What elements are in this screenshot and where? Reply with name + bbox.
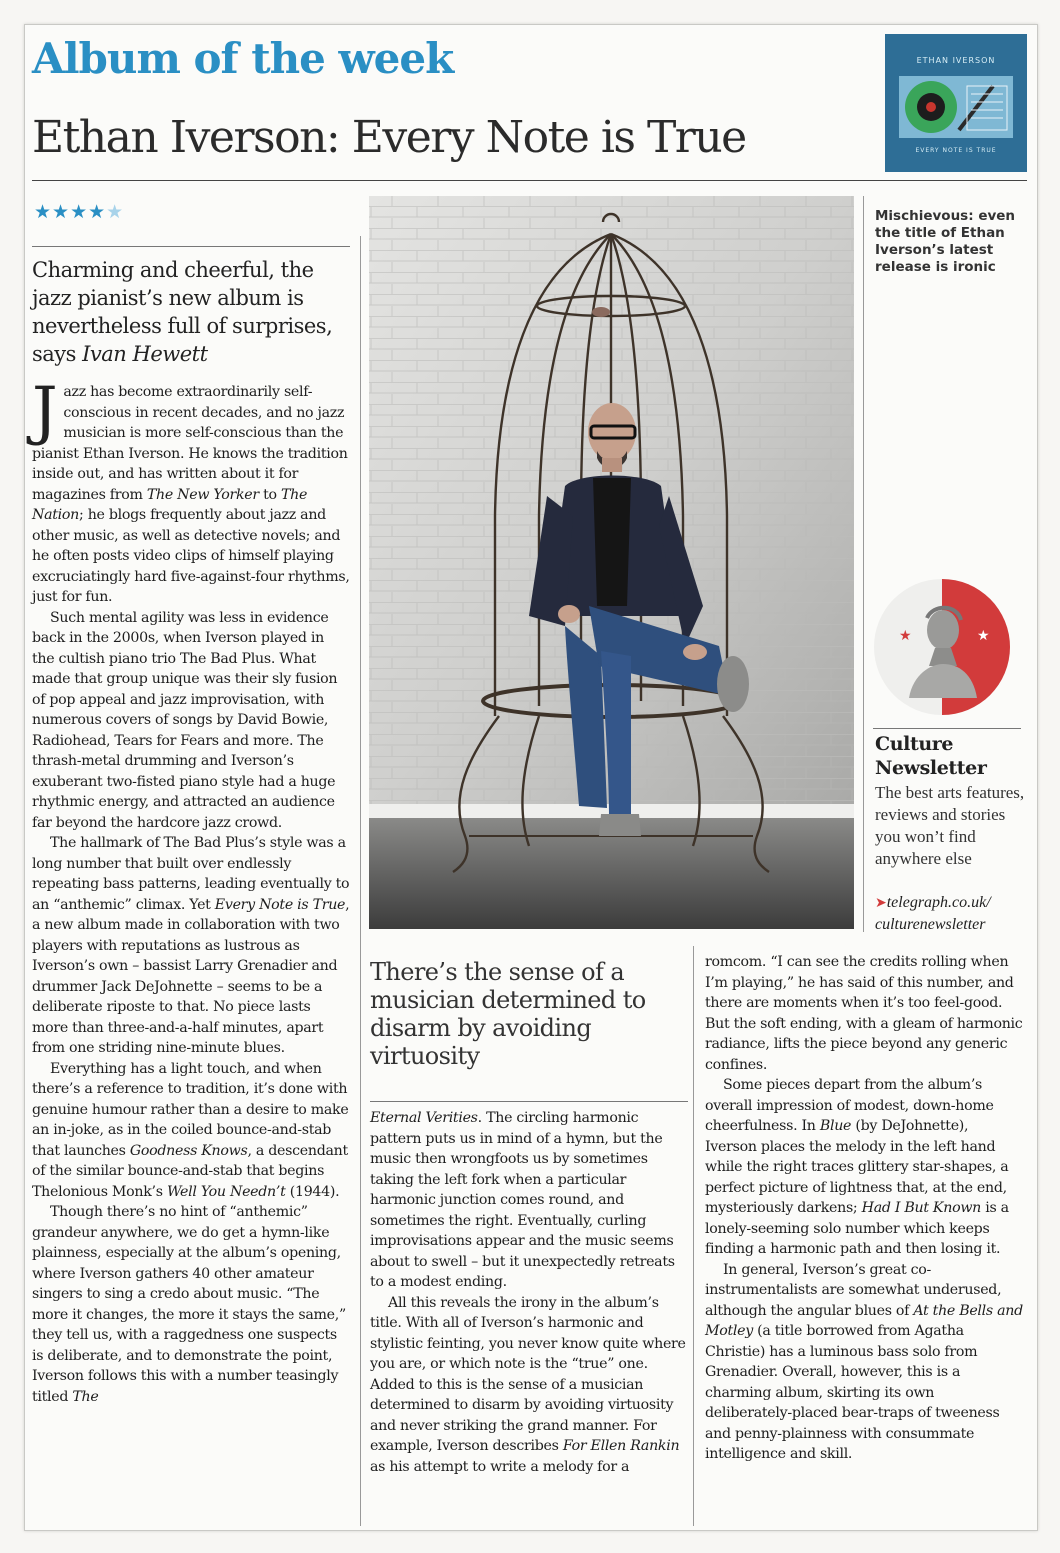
headline: Ethan Iverson: Every Note is True (32, 112, 746, 163)
album-cover-image (885, 34, 1027, 172)
column-divider (360, 236, 361, 1526)
drop-cap: J (32, 374, 58, 448)
article-photo (369, 196, 854, 929)
article-column-1 (32, 374, 350, 1407)
section-label: Album of the week (32, 34, 454, 83)
standfirst (32, 256, 352, 368)
paragraph: In general, Iverson’s great co-instrumentalists are somewhat underused, although the angular blues of At the Bells and Motley (a title borrowed from Agatha Christie) has a luminous bass solo from Grenadier. Overall, however, this is a charming album, skirting its own deliberately-placed bear-traps of tweeness and penny-plainness with consummate intelligence and skill. (705, 1261, 1023, 1462)
svg-text:★: ★ (977, 628, 990, 644)
paragraph: Jazz has become extraordinarily self-conscious in recent decades, and no jazz musician is more self-conscious than the pianist Ethan Iverson. He knows the tradition inside out, and has written about it for magazines from The New Yorker to The Nation; he blogs frequently about jazz and other music, as well as detective novels; and he often posts video clips of himself playing excruciatingly hard five-against-four rhythms, just for fun. (32, 374, 350, 605)
pull-quote-rule (370, 1101, 688, 1102)
paragraph: romcom. “I can see the credits rolling when I’m playing,” he has said of this number, and there are moments when it’s too feel-good. But the soft ending, with a gleam of harmonic radiance, lifts the piece beyond any generic confines. (705, 954, 1023, 1073)
paragraph: Eternal Verities. The circling harmonic pattern puts us in mind of a hymn, but the music then wrongfoots us by sometimes taking the left fork when a particular harmonic junction comes round, and sometimes the right. Eventually, curling improvisations appear and the music seems about to swell – but it unexpectedly retreats to a modest ending. (370, 1110, 675, 1290)
article-column-3 (705, 952, 1023, 1465)
paragraph: Everything has a light touch, and when there’s a reference to tradition, it’s done with genuine humour rather than a desire to make an in-joke, as in the coiled bounce-and-stab that launches Goodness Knows, a descendant of the similar bounce-and-stab that begins Thelonious Monk’s Well You Needn’t (1944). (32, 1060, 349, 1200)
pull-quote: There’s the sense of a musician determined to disarm by avoiding virtuosity (370, 958, 646, 1070)
paragraph: Though there’s no hint of “anthemic” grandeur anywhere, we do get a hymn-like plainness, especially at the album’s opening, where Iverson gathers 40 other amateur singers to sing a credo about music. “The more it changes, the more it stays the same,” they tell us, with a raggedness one suspects is deliberate, and to demonstrate the point, Iverson follows this with a number teasingly titled The (32, 1204, 346, 1405)
promo-body: The best arts features, reviews and stories you won’t find anywhere else (875, 783, 1025, 868)
column-divider (863, 196, 864, 932)
paragraph: All this reveals the irony in the album’s title. With all of Iverson’s harmonic and stylistic feinting, you never know quite where you are, or which note is the “true” one. Added to this is the sense of a musician determined to disarm by avoiding virtuosity and never striking the grand manner. For example, Iverson describes For Ellen Rankin as his attempt to write a melody for a (370, 1294, 686, 1475)
promo-rule (873, 728, 1021, 729)
arrow-icon: ➤ (875, 896, 887, 911)
standfirst-text: Charming and cheerful, the jazz pianist’s new album is nevertheless full of surprises, says (32, 258, 333, 366)
newsletter-url[interactable]: telegraph.co.uk/ culturenewsletter (875, 894, 991, 933)
standfirst-rule (32, 246, 350, 247)
photo-illustration (369, 196, 854, 929)
paragraph: The hallmark of The Bad Plus’s style was a long number that built over endlessly repeating bass patterns, leading eventually to an “anthemic” climax. Yet Every Note is True, a new album made in collaboration with two players with reputations as lustrous as Iverson’s own – bassist Larry Grenadier and drummer Jack DeJohnette – seems to be a deliberate riposte to that. No piece lasts more than three-and-a-half minutes, apart from one striding nine-minute blues. (32, 835, 350, 1056)
article-column-2 (370, 1108, 688, 1477)
photo-caption: Mischievous: even the title of Ethan Iverson’s latest release is ironic (875, 208, 1016, 275)
rating-stars-filled: ★★★★ (34, 201, 107, 223)
svg-text:★: ★ (899, 628, 912, 644)
paragraph: Some pieces depart from the album’s overall impression of modest, down-home cheerfulness. In Blue (by DeJohnette), Iverson places the melody in the left hand while the right traces glittery star-shapes, a perfect picture of lightness that, at the end, mysteriously darkens; Had I But Known is a lonely-seeming solo number which keeps finding a harmonic path and then losing it. (705, 1077, 1009, 1257)
rating-stars-empty: ★ (106, 201, 125, 223)
byline: Ivan Hewett (82, 342, 208, 366)
promo-title: Culture Newsletter (875, 733, 987, 779)
album-cover-artist: ETHAN IVERSON (916, 56, 996, 65)
star-rating (34, 201, 124, 223)
newsletter-link[interactable] (875, 892, 1025, 935)
culture-newsletter-emblem (873, 578, 1011, 716)
column-divider (693, 946, 694, 1526)
header-rule (32, 180, 1027, 181)
paragraph: Such mental agility was less in evidence back in the 2000s, when Iverson played in the cultish piano trio The Bad Plus. What made that group unique was their sly fusion of pop appeal and jazz improvisation, with numerous covers of songs by David Bowie, Radiohead, Tears for Fears and more. The thrash-metal drumming and Iverson’s exuberant two-fisted piano style had a huge rhythmic energy, and attracted an audience far beyond the hardcore jazz crowd. (32, 609, 338, 831)
album-cover-title: EVERY NOTE IS TRUE (915, 147, 997, 154)
